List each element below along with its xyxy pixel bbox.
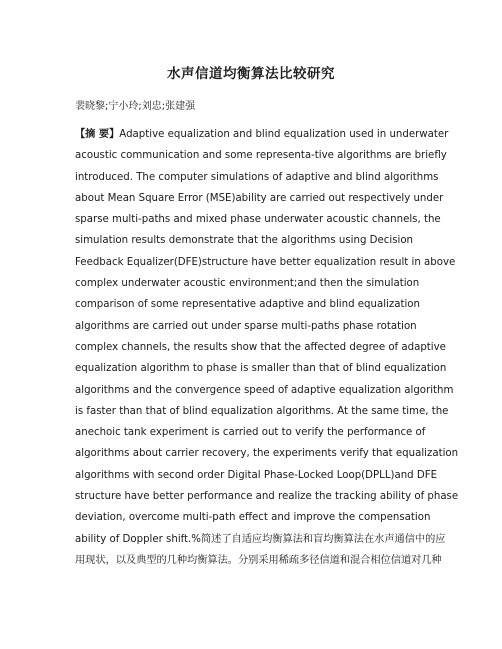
abstract-line: deviation, overcome multi-path effect and improve the compensation (75, 512, 431, 524)
paper-title: 水声信道均衡算法比较研究 (167, 66, 335, 82)
abstract-line: anechoic tank experiment is carried out to verify the performance of (75, 427, 426, 439)
abstract-line: is faster than that of blind equalization algorithms. At the same time, the (75, 405, 449, 417)
abstract-line: algorithms are carried out under sparse multi-paths phase rotation (75, 320, 417, 332)
abstract-line: ability of Doppler shift.%简述了自适应均衡算法和盲均衡算法在水声通信中的应 (75, 533, 446, 545)
abstract-line: algorithms with second order Digital Phase-Locked Loop(DPLL)and DFE (75, 469, 438, 481)
abstract-text: Adaptive equalization and blind equalization used in underwater (119, 129, 449, 140)
abstract-line: simulation results demonstrate that the algorithms using Decision (75, 235, 414, 247)
abstract-line: 用现状，以及典型的几种均衡算法。分别采用稀疏多径信道和混合相位信道对几种 (75, 554, 442, 566)
abstract-line: about Mean Square Error (MSE)ability are carried out respectively under (75, 192, 444, 204)
abstract-line: Feedback Equalizer(DFE)structure have better equalization result in above (75, 256, 456, 268)
abstract-line: sparse multi-paths and mixed phase underwater acoustic channels, the (75, 214, 441, 226)
abstract-line: introduced. The computer simulations of adaptive and blind algorithms (75, 171, 439, 183)
abstract-line: algorithms and the convergence speed of adaptive equalization algorithm (75, 384, 454, 396)
abstract-body (75, 124, 459, 571)
abstract-line: acoustic communication and some representa-tive algorithms are briefly (75, 150, 447, 162)
abstract-line: comparison of some representative adaptive and blind equalization (75, 299, 420, 311)
abstract-line: algorithms about carrier recovery, the experiments verify that equalization (75, 448, 459, 460)
abstract-line: complex channels, the results show that the affected degree of adaptive (75, 341, 446, 353)
abstract-label: 【摘 要】 (75, 129, 120, 140)
author-list: 裴晓黎;宁小玲;刘忠;张建强 (75, 101, 196, 112)
abstract-line: structure have better performance and realize the tracking ability of phase (75, 491, 459, 503)
abstract-line (75, 124, 449, 145)
abstract-line: equalization algorithm to phase is smaller than that of blind equalization (75, 363, 447, 375)
abstract-line: complex underwater acoustic environment;and then the simulation (75, 278, 420, 290)
